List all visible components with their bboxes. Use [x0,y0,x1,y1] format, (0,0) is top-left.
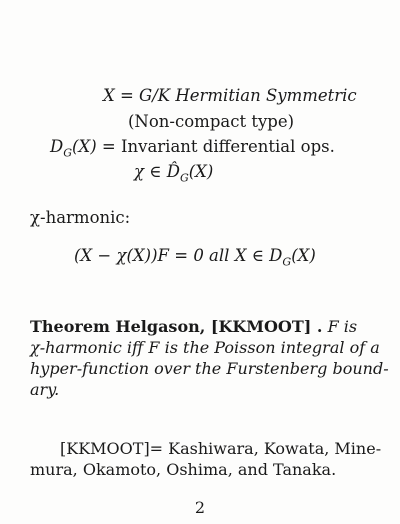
theorem-line-1: Theorem Helgason, [KKMOOT] . F is [30,317,358,336]
definition-line-1: X = G/K Hermitian Symmetric [103,86,357,105]
theorem-line-2: χ-harmonic iff F is the Poisson integral of a [30,338,380,357]
theorem-line-3: hyper-function over the Furstenberg bound- [30,359,389,378]
theorem-block [30,316,389,400]
reference-line-1: [KKMOOT]= Kashiwara, Kowata, Mine- [60,439,382,458]
reference-block [30,438,382,480]
reference-line-2: mura, Okamoto, Oshima, and Tanaka. [30,460,337,479]
definition-line-2: (Non-compact type) [128,112,295,131]
page-number: 2 [194,498,206,517]
harmonic-equation: (X − χ(X))F = 0 all X ∈ $D_G(X)$ [74,246,316,269]
theorem-heading: Theorem Helgason, [KKMOOT] . [30,317,323,336]
theorem-line-4: ary. [30,380,60,399]
harmonic-label: χ-harmonic: [30,208,131,227]
definition-line-4: χ ∈ $D̂_G(X)$ [134,162,214,185]
definition-line-3: $D_G(X)$ = Invariant differential ops. [50,137,335,160]
